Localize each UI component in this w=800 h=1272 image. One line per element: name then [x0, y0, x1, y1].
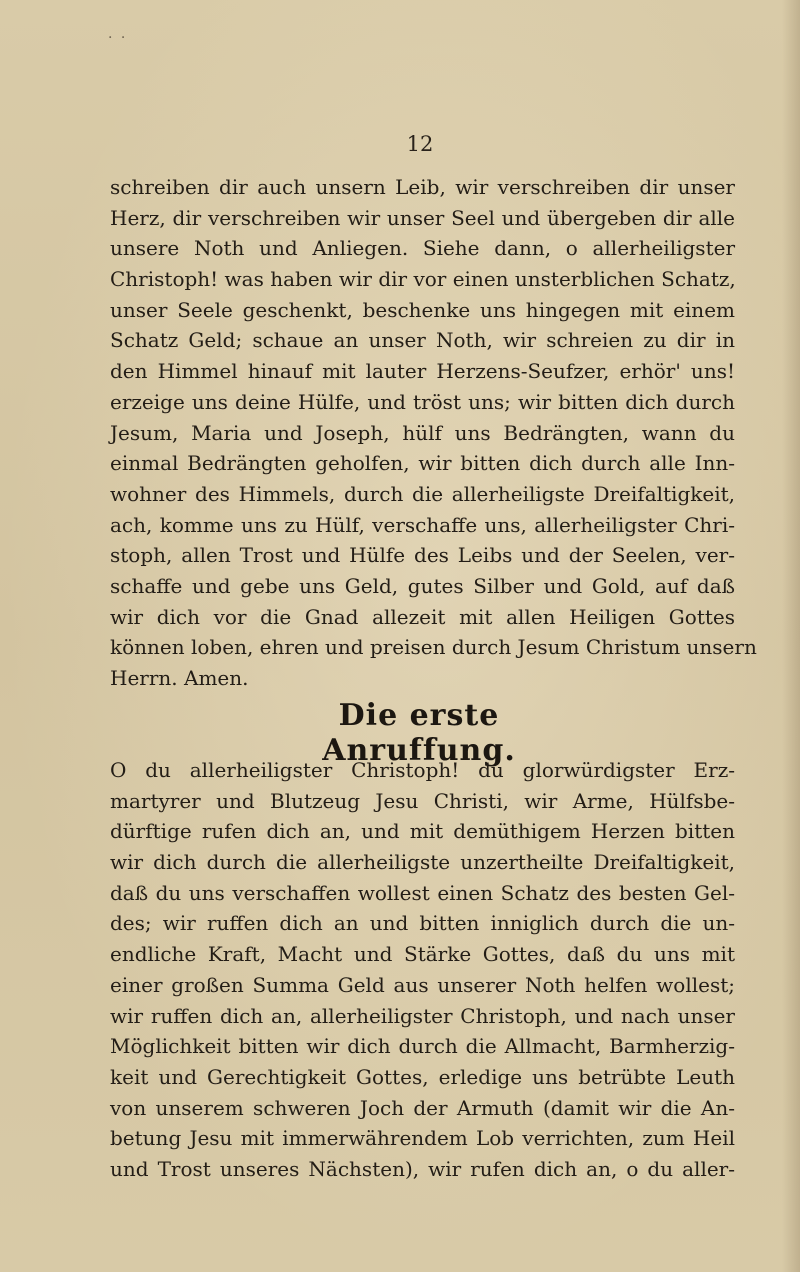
- text-line: dürftige rufen dich an, und mit demüthigem Herzen bitten: [110, 819, 735, 844]
- text-line: schreiben dir auch unsern Leib, wir verschreiben dir unser: [110, 175, 735, 199]
- text-line: Herz, dir verschreiben wir unser Seel und übergeben dir alle: [110, 205, 735, 230]
- text-line: können loben, ehren und preisen durch Jesum Christum unsern: [110, 635, 757, 660]
- text-line: wir ruffen dich an, allerheiligster Christoph, und nach unser: [110, 1003, 735, 1028]
- text-line: unser Seele geschenkt, beschenke uns hingegen mit einem: [110, 297, 735, 322]
- page-number: 12: [406, 132, 434, 156]
- text-line: Christoph! was haben wir dir vor einen unsterblichen Schatz,: [110, 267, 736, 292]
- text-line: und Trost unseres Nächsten), wir rufen dich an, o du aller-: [110, 1156, 735, 1181]
- text-line: ach, komme uns zu Hülf, verschaffe uns, allerheiligster Chri-: [110, 512, 735, 537]
- text-line: wir dich vor die Gnad allezeit mit allen Heiligen Gottes: [110, 604, 735, 629]
- text-line: Jesum, Maria und Joseph, hülf uns Bedrängten, wann du: [110, 420, 735, 445]
- text-line: des; wir ruffen dich an und bitten inniglich durch die un-: [110, 911, 735, 936]
- text-line: stoph, allen Trost und Hülfe des Leibs und der Seelen, ver-: [110, 543, 735, 568]
- first-invocation-text: [110, 755, 735, 1185]
- text-line: erzeige uns deine Hülfe, und tröst uns; wir bitten dich durch: [110, 389, 735, 414]
- text-line: Herrn. Amen.: [110, 666, 249, 690]
- ink-smudge: · ·: [108, 30, 128, 46]
- text-line: einer großen Summa Geld aus unserer Noth helfen wollest;: [110, 972, 735, 997]
- text-line: daß du uns verschaffen wollest einen Schatz des besten Gel-: [110, 880, 735, 905]
- text-line: den Himmel hinauf mit lauter Herzens-Seufzer, erhör' uns!: [110, 359, 735, 384]
- section-heading: Die erste Anruffung.: [322, 698, 516, 768]
- text-line: von unserem schweren Joch der Armuth (damit wir die An-: [110, 1095, 735, 1120]
- text-line: wohner des Himmels, durch die allerheiligste Dreifaltigkeit,: [110, 481, 735, 506]
- text-line: Schatz Geld; schaue an unser Noth, wir schreien zu dir in: [110, 328, 735, 353]
- text-line: schaffe und gebe uns Geld, gutes Silber und Gold, auf daß: [110, 573, 735, 598]
- text-line: endliche Kraft, Macht und Stärke Gottes, daß du uns mit: [110, 942, 735, 967]
- text-line: einmal Bedrängten geholfen, wir bitten dich durch alle Inn-: [110, 451, 735, 476]
- text-line: unsere Noth und Anliegen. Siehe dann, o allerheiligster: [110, 236, 735, 261]
- prayer-text-continued: [110, 172, 757, 694]
- text-line: wir dich durch die allerheiligste unzertheilte Dreifaltigkeit,: [110, 850, 735, 875]
- text-line: betung Jesu mit immerwährendem Lob verrichten, zum Heil: [110, 1126, 735, 1151]
- text-line: keit und Gerechtigkeit Gottes, erledige uns betrübte Leuth: [110, 1064, 735, 1089]
- page-edge-shadow: [782, 0, 800, 1272]
- text-line: martyrer und Blutzeug Jesu Christi, wir Arme, Hülfsbe-: [110, 788, 735, 813]
- text-line: Möglichkeit bitten wir dich durch die Allmacht, Barmherzig-: [110, 1034, 735, 1059]
- text-line: O du allerheiligster Christoph! du glorwürdigster Erz-: [110, 758, 735, 782]
